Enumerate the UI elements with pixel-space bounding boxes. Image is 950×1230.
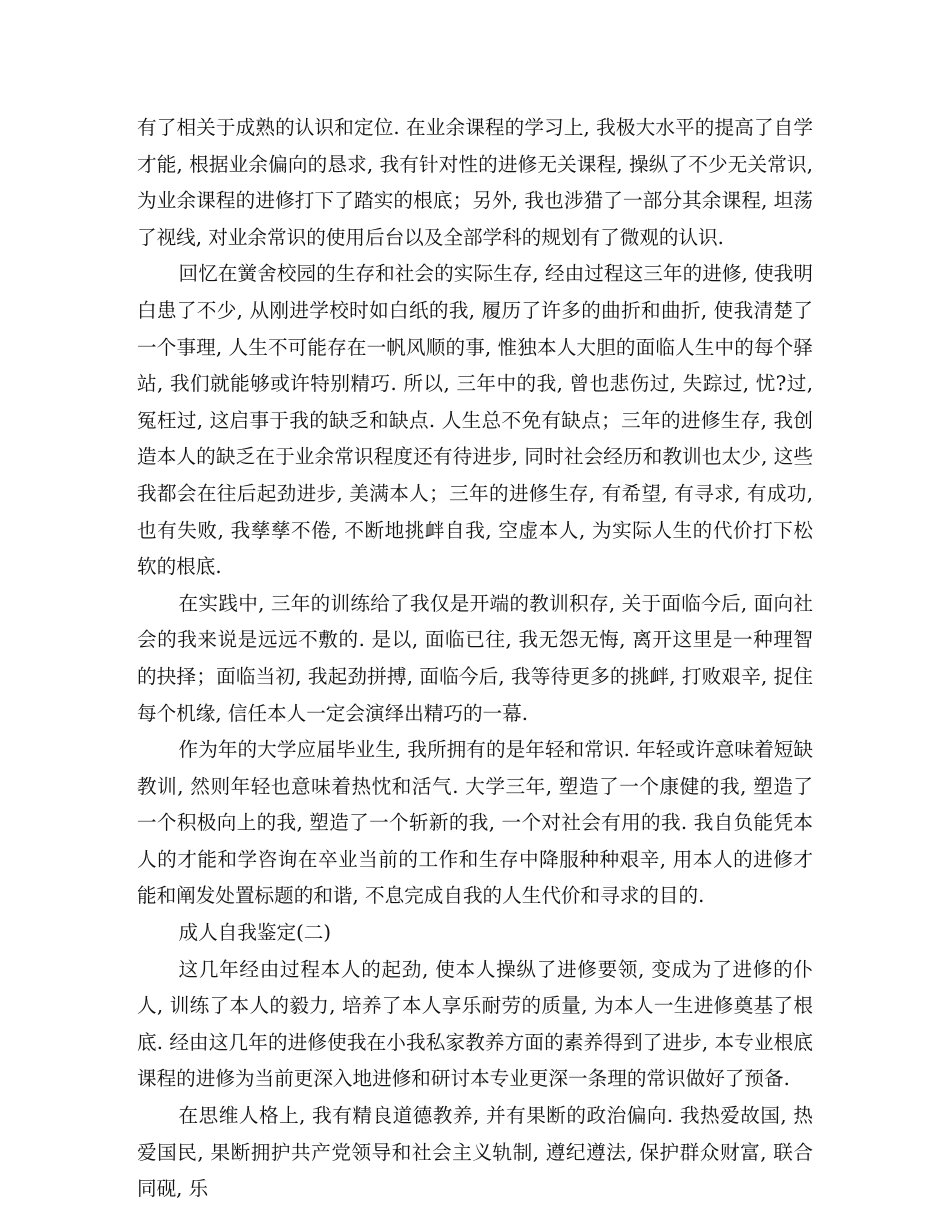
body-paragraph-6: 在思维人格上, 我有精良道德教养, 并有果断的政治偏向. 我热爱故国, 热爱国民, 果断拥护共产党领导和社会主义轨制, 遵纪遵法, 保护群众财富, 联合同砚, 乐 [137, 1104, 813, 1201]
body-paragraph-4: 作为年的大学应届毕业生, 我所拥有的是年轻和常识. 年轻或许意味着短缺教训, 然则年轻也意味着热忱和活气. 大学三年, 塑造了一个康健的我, 塑造了一个积极向上的我, 塑造了一个斩新的我, 一个对社会有用的我. 我自负能凭本人的才能和学咨询在卒业当前的工作和生存中降服种种艰辛, 用本人的进修才能和阐发处置标题的和谐, 不息完成自我的人生代价和寻求的目的. [137, 738, 813, 908]
body-paragraph-3: 在实践中, 三年的训练给了我仅是开端的教训积存, 关于面临今后, 面向社会的我来说是远远不敷的. 是以, 面临已往, 我无怨无悔, 离开这里是一种理智的抉择；面临当初, 我起劲拼搏, 面临今后, 我等待更多的挑衅, 打败艰辛, 捉住每个机缘, 信任本人一定会演绎出精巧的一幕. [137, 591, 813, 725]
body-paragraph-1: 有了相关于成熟的认识和定位. 在业余课程的学习上, 我极大水平的提高了自学才能, 根据业余偏向的恳求, 我有针对性的进修无关课程, 操纵了不少无关常识, 为业余课程的进修打下了踏实的根底；另外, 我也涉猎了一部分其余课程, 坦荡了视线, 对业余常识的使用后台以及全部学科的规划有了微观的认识. [137, 116, 813, 249]
body-paragraph-2: 回忆在黉舍校园的生存和社会的实际生存, 经由过程这三年的进修, 使我明白患了不少, 从刚进学校时如白纸的我, 履历了许多的曲折和曲折, 使我清楚了一个事理, 人生不可能存在一帆风顺的事, 惟独本人大胆的面临人生中的每个驿站, 我们就能够或许特别精巧. 所以, 三年中的我, 曾也悲伤过, 失踪过, 忧?过, 冤枉过, 这启事于我的缺乏和缺点. 人生总不免有缺点；三年的进修生存, 我创造本人的缺乏在于业余常识程度还有待进步, 同时社会经历和教训也太少, 这些我都会在往后起劲进步, 美满本人；三年的进修生存, 有希望, 有寻求, 有成功, 也有失败, 我孳孳不倦, 不断地挑衅自我, 空虚本人, 为实际人生的代价打下松软的根底. [137, 262, 813, 579]
section-heading: 成人自我鉴定(二) [178, 921, 331, 945]
document-page [137, 110, 813, 1208]
body-paragraph-5: 这几年经由过程本人的起劲, 使本人操纵了进修要领, 变成为了进修的仆人, 训练了本人的毅力, 培养了本人享乐耐劳的质量, 为本人一生进修奠基了根底. 经由这几年的进修使我在小我私家教养方面的素养得到了进步, 本专业根底课程的进修为当前更深入地进修和研讨本专业更深一条理的常识做好了预备. [137, 957, 813, 1091]
